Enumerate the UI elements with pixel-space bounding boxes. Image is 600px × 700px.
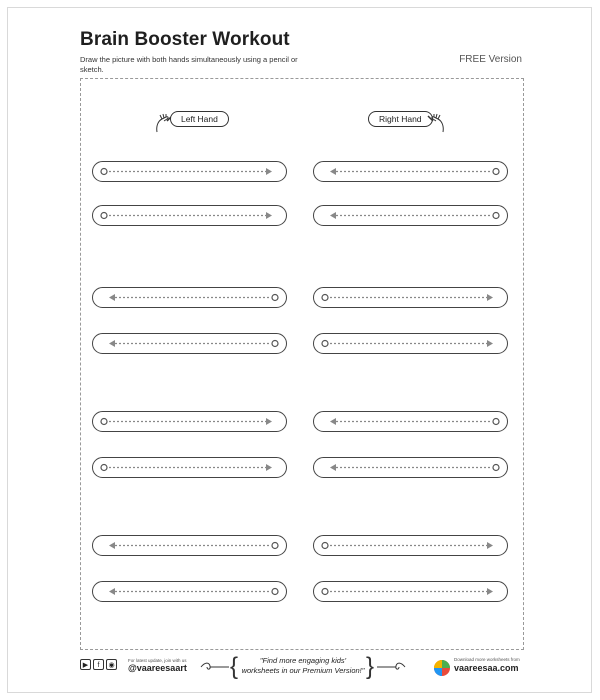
dotted-guide-line bbox=[93, 536, 288, 557]
arrow-left-icon bbox=[330, 464, 336, 471]
tracing-track-left-5[interactable] bbox=[92, 411, 287, 432]
tracing-track-right-3[interactable] bbox=[313, 287, 508, 308]
tracing-track-right-8[interactable] bbox=[313, 581, 508, 602]
arrow-left-icon bbox=[109, 340, 115, 347]
start-point-icon bbox=[101, 419, 107, 425]
dotted-guide-line bbox=[93, 162, 288, 183]
follow-text: For latest update, join with us bbox=[128, 658, 187, 663]
tracing-track-right-6[interactable] bbox=[313, 457, 508, 478]
dotted-guide-line bbox=[314, 458, 509, 479]
arrow-right-icon bbox=[487, 542, 493, 549]
tracing-track-left-2[interactable] bbox=[92, 205, 287, 226]
start-point-icon bbox=[493, 465, 499, 471]
start-point-icon bbox=[101, 465, 107, 471]
tracing-track-right-5[interactable] bbox=[313, 411, 508, 432]
dotted-guide-line bbox=[93, 458, 288, 479]
tracing-track-right-1[interactable] bbox=[313, 161, 508, 182]
start-point-icon bbox=[272, 341, 278, 347]
arrow-right-icon bbox=[487, 340, 493, 347]
dotted-guide-line bbox=[93, 206, 288, 227]
start-point-icon bbox=[272, 589, 278, 595]
start-point-icon bbox=[272, 295, 278, 301]
dotted-guide-line bbox=[314, 582, 509, 603]
premium-promo-text: "Find more engaging kids' worksheets in our Premium Version!" bbox=[241, 656, 365, 675]
social-icons bbox=[80, 659, 117, 670]
dotted-guide-line bbox=[314, 412, 509, 433]
dotted-guide-line bbox=[314, 206, 509, 227]
arrow-left-icon bbox=[109, 294, 115, 301]
start-point-icon bbox=[322, 341, 328, 347]
start-point-icon bbox=[322, 589, 328, 595]
start-point-icon bbox=[322, 295, 328, 301]
start-point-icon bbox=[101, 213, 107, 219]
left-swirl-ornament-icon bbox=[200, 662, 230, 672]
start-point-icon bbox=[101, 169, 107, 175]
tracing-track-left-4[interactable] bbox=[92, 333, 287, 354]
tracing-track-right-4[interactable] bbox=[313, 333, 508, 354]
arrow-left-icon bbox=[330, 168, 336, 175]
arrow-right-icon bbox=[266, 168, 272, 175]
dotted-guide-line bbox=[314, 536, 509, 557]
youtube-icon[interactable]: ▶ bbox=[80, 659, 91, 670]
page-title: Brain Booster Workout bbox=[80, 29, 290, 50]
dotted-guide-line bbox=[93, 582, 288, 603]
social-handle[interactable]: @vaareesaart bbox=[128, 663, 187, 673]
start-point-icon bbox=[493, 213, 499, 219]
right-hand-pencil-icon bbox=[426, 112, 446, 134]
arrow-right-icon bbox=[266, 464, 272, 471]
instagram-icon[interactable]: ◉ bbox=[106, 659, 117, 670]
left-brace-icon: { bbox=[230, 653, 239, 680]
arrow-right-icon bbox=[266, 212, 272, 219]
footer bbox=[80, 655, 524, 685]
right-hand-label: Right Hand bbox=[368, 111, 433, 127]
tracing-track-right-2[interactable] bbox=[313, 205, 508, 226]
dotted-guide-line bbox=[314, 334, 509, 355]
arrow-left-icon bbox=[330, 212, 336, 219]
download-text: Download more worksheets from bbox=[454, 657, 520, 662]
tracing-track-left-1[interactable] bbox=[92, 161, 287, 182]
dotted-guide-line bbox=[93, 412, 288, 433]
tracing-track-left-7[interactable] bbox=[92, 535, 287, 556]
arrow-right-icon bbox=[266, 418, 272, 425]
dotted-guide-line bbox=[314, 288, 509, 309]
version-label: FREE Version bbox=[459, 54, 522, 65]
tracing-track-left-6[interactable] bbox=[92, 457, 287, 478]
vaareesaa-logo-icon bbox=[433, 659, 451, 677]
dotted-guide-line bbox=[93, 334, 288, 355]
start-point-icon bbox=[322, 543, 328, 549]
website-link[interactable]: vaareesaa.com bbox=[454, 663, 519, 673]
arrow-left-icon bbox=[109, 542, 115, 549]
right-swirl-ornament-icon bbox=[376, 662, 406, 672]
start-point-icon bbox=[493, 419, 499, 425]
dotted-guide-line bbox=[93, 288, 288, 309]
arrow-left-icon bbox=[109, 588, 115, 595]
start-point-icon bbox=[493, 169, 499, 175]
arrow-right-icon bbox=[487, 588, 493, 595]
dotted-guide-line bbox=[314, 162, 509, 183]
right-brace-icon: } bbox=[366, 653, 375, 680]
instructions-text: Draw the picture with both hands simultaneously using a pencil or sketch. bbox=[80, 55, 298, 74]
start-point-icon bbox=[272, 543, 278, 549]
facebook-icon[interactable]: f bbox=[93, 659, 104, 670]
tracing-track-left-8[interactable] bbox=[92, 581, 287, 602]
left-hand-label: Left Hand bbox=[170, 111, 229, 127]
arrow-right-icon bbox=[487, 294, 493, 301]
arrow-left-icon bbox=[330, 418, 336, 425]
tracing-track-left-3[interactable] bbox=[92, 287, 287, 308]
tracing-track-right-7[interactable] bbox=[313, 535, 508, 556]
